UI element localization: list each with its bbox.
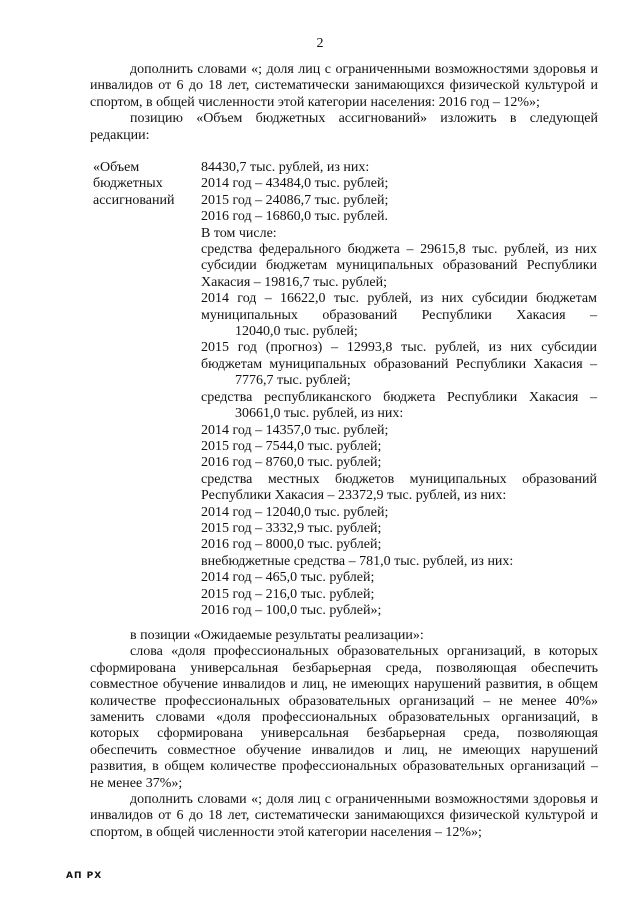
text-line: спортом, в общей численности этой категории населения – 12%»; <box>90 824 482 840</box>
value-line: средства местных бюджетов муниципальных образований <box>201 471 597 487</box>
value-line: 7776,7 тыс. рублей; <box>235 373 351 389</box>
value-line: 12040,0 тыс. рублей; <box>235 324 358 340</box>
value-line: Республики Хакасия – 23372,9 тыс. рублей, из них: <box>201 488 507 504</box>
value-line: субсидии бюджетам муниципальных образований Республики <box>201 258 597 274</box>
text-line: в позиции «Ожидаемые результаты реализации»: <box>130 628 424 643</box>
page-number: 2 <box>316 36 324 51</box>
value-line: 2015 год – 3332,9 тыс. рублей; <box>201 520 382 536</box>
value-line: 2016 год – 16860,0 тыс. рублей. <box>201 209 388 225</box>
text-line: инвалидов от 6 до 18 лет, систематически занимающихся физической культурой и <box>90 78 598 94</box>
value-line: В том числе: <box>201 225 277 241</box>
value-line: 2014 год – 16622,0 тыс. рублей, из них субсидии бюджетам <box>201 291 597 307</box>
results-paragraphs <box>90 628 598 841</box>
label-line: ассигнований <box>93 192 175 208</box>
value-line: бюджетам муниципальных образований Республики Хакасия – <box>201 356 597 372</box>
value-line: Хакасия – 19816,7 тыс. рублей; <box>201 274 387 290</box>
value-line: 2014 год – 465,0 тыс. рублей; <box>201 570 375 586</box>
text-line: которых сформирована универсальная безбарьерная среда, позволяющая <box>90 726 598 742</box>
text-line: спортом, в общей численности этой категории населения: 2016 год – 12%»; <box>90 94 540 110</box>
position-value <box>201 160 597 619</box>
value-line: 2015 год – 7544,0 тыс. рублей; <box>201 438 382 454</box>
value-line: 2016 год – 8000,0 тыс. рублей; <box>201 537 382 553</box>
value-line: 84430,7 тыс. рублей, из них: <box>201 160 370 175</box>
text-line: редакции: <box>90 127 150 143</box>
text-line: обеспечить совместное обучение инвалидов и лиц, не имеющих нарушений <box>90 742 598 758</box>
text-line: инвалидов от 6 до 18 лет, систематически занимающихся физической культурой и <box>90 808 598 824</box>
value-line: средства республиканского бюджета Республики Хакасия – <box>201 389 597 405</box>
value-line: 2014 год – 43484,0 тыс. рублей; <box>201 176 389 192</box>
value-line: средства федерального бюджета – 29615,8 тыс. рублей, из них <box>201 242 597 258</box>
text-line: развития, в общем количестве профессиональных образовательных организаций – <box>90 759 598 775</box>
value-line: 30661,0 тыс. рублей, из них: <box>235 406 404 422</box>
text-line: совместное обучение инвалидов и лиц, не имеющих нарушений развития, в общем <box>90 677 598 693</box>
value-line: муниципальных образований Республики Хакасия – <box>201 307 597 323</box>
value-line: 2015 год – 24086,7 тыс. рублей; <box>201 192 389 208</box>
text-line: позицию «Объем бюджетных ассигнований» изложить в следующей <box>130 111 598 127</box>
text-line: дополнить словами «; доля лиц с ограниченными возможностями здоровья и <box>130 62 598 77</box>
value-line: 2016 год – 8760,0 тыс. рублей; <box>201 455 382 471</box>
position-label <box>93 160 193 209</box>
text-line: не менее 37%»; <box>90 775 183 791</box>
value-line: 2015 год – 216,0 тыс. рублей; <box>201 586 375 602</box>
text-line: сформирована универсальная безбарьерная среда, позволяющая обеспечить <box>90 660 598 676</box>
value-line: 2014 год – 12040,0 тыс. рублей; <box>201 504 389 520</box>
intro-paragraphs <box>90 62 598 144</box>
value-line: 2016 год – 100,0 тыс. рублей»; <box>201 602 382 618</box>
value-line: 2015 год (прогноз) – 12993,8 тыс. рублей, из них субсидии <box>201 340 597 356</box>
label-line: «Объем <box>93 160 140 175</box>
text-line: заменить словами «доля профессиональных образовательных организаций, в <box>90 710 598 726</box>
text-line: слова «доля профессиональных образовательных организаций, в которых <box>130 644 598 660</box>
label-line: бюджетных <box>93 176 163 192</box>
value-line: внебюджетные средства – 781,0 тыс. рублей, из них: <box>201 553 514 569</box>
text-line: количестве профессиональных образовательных организаций – не менее 40%» <box>90 693 598 709</box>
value-line: 2014 год – 14357,0 тыс. рублей; <box>201 422 389 438</box>
text-line: дополнить словами «; доля лиц с ограниченными возможностями здоровья и <box>130 792 598 808</box>
footer-stamp: АП РХ <box>66 871 103 881</box>
